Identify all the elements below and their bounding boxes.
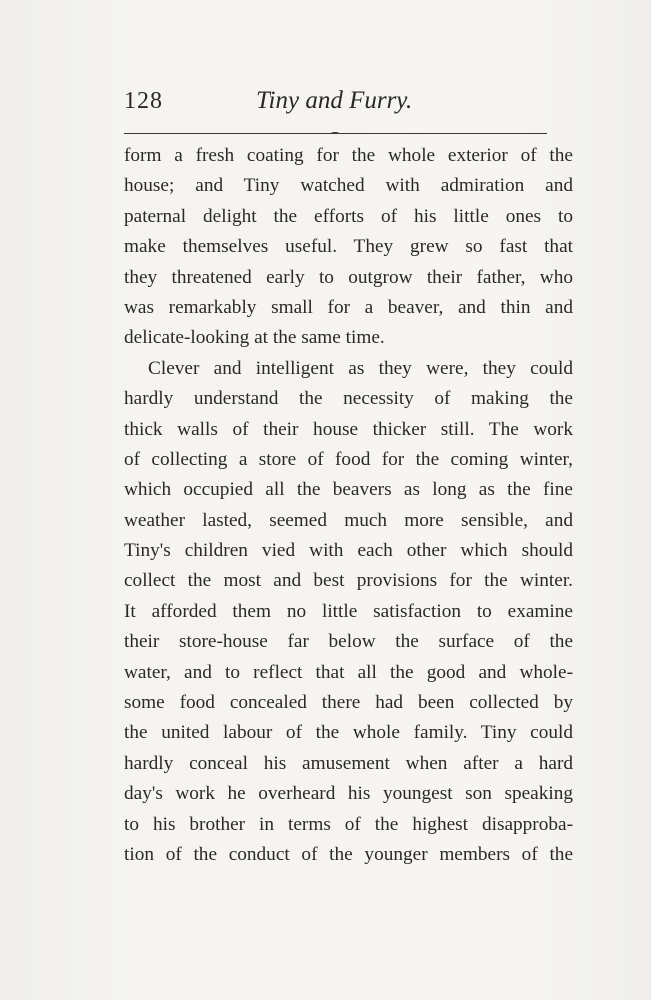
header-rule-ornament [330, 132, 340, 136]
paragraph-1 [124, 141, 573, 354]
text-line: the united labour of the whole family. Tiny could [124, 722, 573, 744]
text-line: to his brother in terms of the highest disapproba- [124, 813, 573, 835]
text-line: It afforded them no little satisfaction to examine [124, 600, 573, 622]
text-line: delicate-looking at the same time. [124, 327, 385, 349]
text-line: which occupied all the beavers as long as the fine [124, 479, 573, 501]
text-line: of collecting a store of food for the coming winter, [124, 448, 573, 470]
text-line: Tiny's children vied with each other which should [124, 540, 573, 562]
paragraph-2 [124, 354, 573, 871]
text-line: form a fresh coating for the whole exterior of the [124, 145, 573, 166]
running-title: Tiny and Furry. [256, 87, 413, 114]
text-line: house; and Tiny watched with admiration and [124, 175, 573, 197]
text-line: day's work he overheard his youngest son speaking [124, 783, 573, 805]
text-line: weather lasted, seemed much more sensible, and [124, 509, 573, 531]
text-line: their store-house far below the surface of the [124, 631, 573, 653]
text-line: Clever and intelligent as they were, they could [148, 357, 573, 379]
text-line: collect the most and best provisions for the winter. [124, 570, 573, 592]
text-line: paternal delight the efforts of his little ones to [124, 205, 573, 227]
page-number: 128 [124, 88, 163, 114]
text-line: they threatened early to outgrow their father, who [124, 266, 573, 288]
running-head [124, 88, 544, 122]
text-line: hardly understand the necessity of making the [124, 388, 573, 410]
text-line: hardly conceal his amusement when after a hard [124, 752, 573, 774]
text-line: thick walls of their house thicker still. The work [124, 418, 573, 440]
text-line: was remarkably small for a beaver, and thin and [124, 296, 573, 318]
text-line: make themselves useful. They grew so fast that [124, 236, 573, 258]
text-line: tion of the conduct of the younger members of the [124, 843, 573, 865]
body-text [124, 141, 573, 870]
text-line: water, and to reflect that all the good and whole- [124, 661, 573, 683]
text-line: some food concealed there had been collected by [124, 692, 573, 714]
